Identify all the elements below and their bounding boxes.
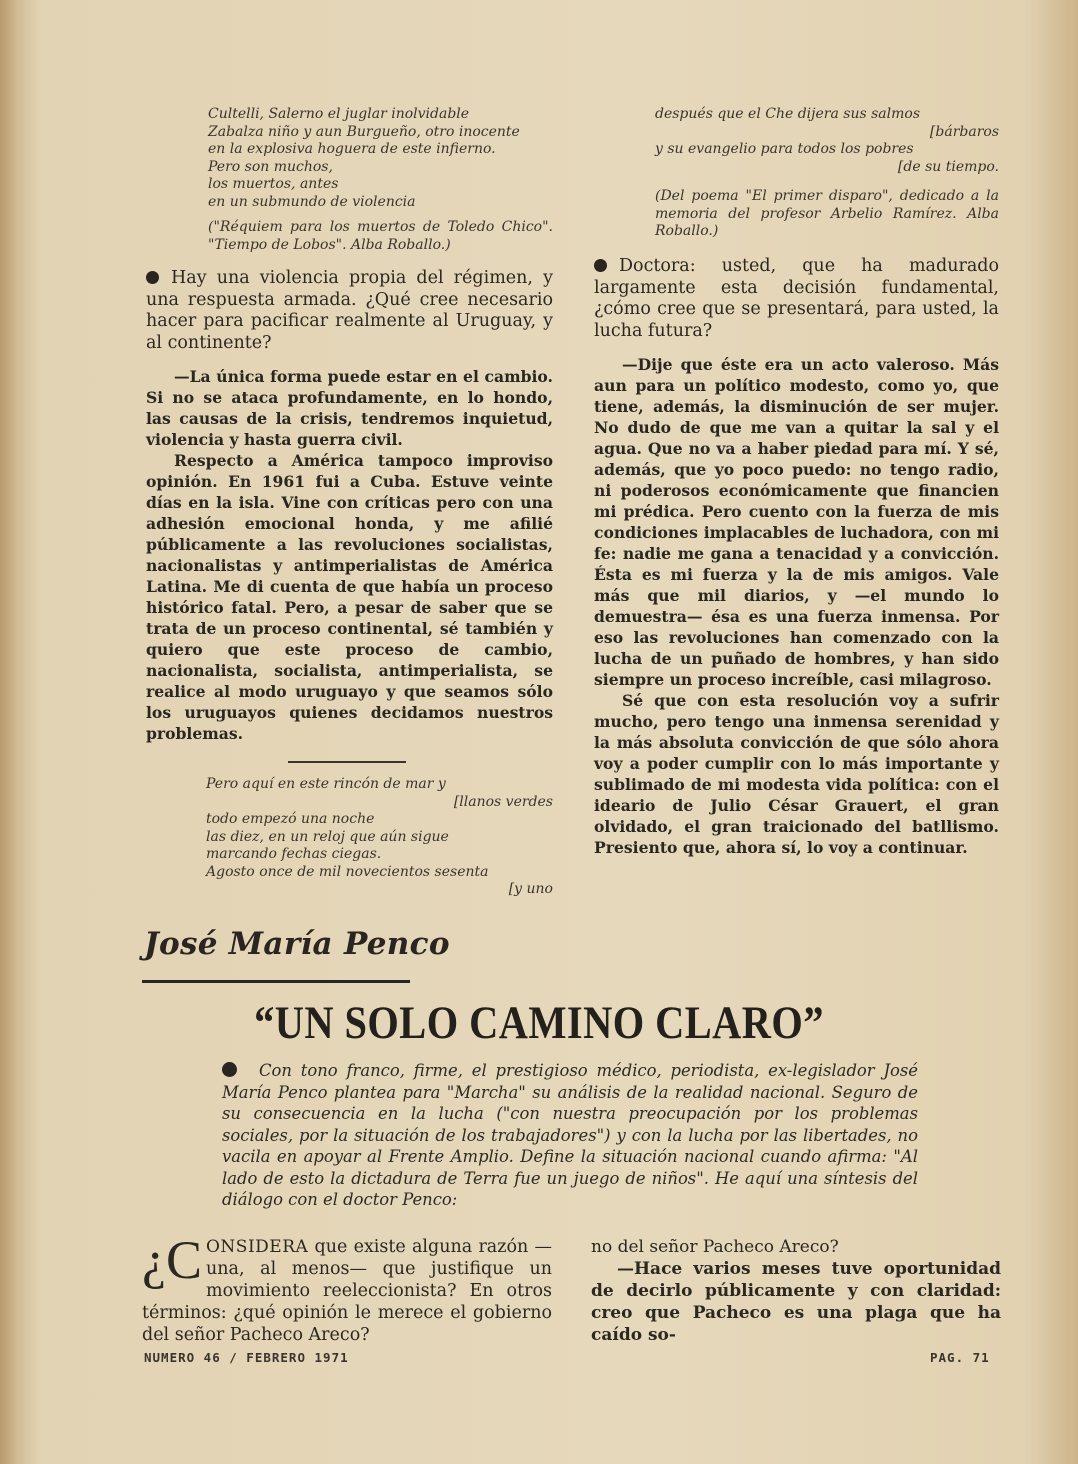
question-3 [142,1230,552,1346]
poem-line: todo empezó una noche [206,811,375,827]
question-1: Hay una violencia propia del régimen, y una respuesta armada. ¿Qué cree necesario hacer para pacificar realmente al Uruguay, y al continente? [146,268,553,353]
poem-line: los muertos, antes [208,176,339,192]
answer-2 [594,354,999,858]
headline: “UN SOLO CAMINO CLARO” [254,997,824,1049]
answer-3-column [591,1236,1001,1346]
drop-cap: ¿C [142,1230,202,1290]
bullet-icon [146,271,159,284]
interviewee-name: José María Penco [144,926,450,962]
poem-line: Cultelli, Salerno el juglar inolvidable [208,106,470,122]
poem-credit: ("Réquiem para los muertos de Toledo Chico". "Tiempo de Lobos". Alba Roballo.) [208,219,553,253]
answer-paragraph: —La única forma puede estar en el cambio. Si no se ataca profundamente, en lo hondo, las causas de la crisis, tendremos inquietud, violencia y hasta guerra civil. [146,367,553,449]
poem-line: [llanos verdes [453,793,553,810]
poem-line: después que el Che dijera sus salmos [655,106,921,122]
answer-1 [146,366,553,744]
answer-paragraph: Sé que con esta resolución voy a sufrir mucho, pero tengo una inmensa serenidad y la más absoluta convicción de que sólo ahora voy a poder cumplir con lo más importante y sublimado de mi modesta vida política: con el ideario de Julio César Grauert, el gran olvidado, el gran traicionado del batllismo. Presiento que, ahora sí, lo voy a continuar. [594,691,999,857]
footer-page-number: PAG. 71 [930,1350,990,1365]
name-underline [142,980,410,983]
section-divider [288,761,406,763]
question-2: Doctora: usted, que ha madurado largamente esta decisión fundamental, ¿cómo cree que se presentará, para usted, la lucha futura? [594,256,999,341]
question-continuation: no del señor Pacheco Areco? [591,1237,839,1257]
answer-paragraph: —Hace varios meses tuve oportunidad de decirlo públicamente y con claridad: creo que Pacheco es una plaga que ha caído so- [591,1259,1001,1345]
right-poem [655,106,999,241]
poem-line: Pero son muchos, [208,158,333,175]
question-opening: ONSIDERA [206,1237,309,1257]
left-poem [208,106,553,254]
poem-line: y su evangelio para todos los pobres [655,141,914,157]
question-text: que existe alguna razón —una, al menos— que justifique un movimiento reeleccionista? En otros términos: ¿qué opinión le merece el gobierno del señor Pacheco Areco? [142,1237,552,1345]
poem-line: Zabalza niño y aun Burgueño, otro inocente [208,123,520,140]
poem-line: marcando fechas ciegas. [206,846,382,862]
poem-3 [206,776,553,899]
poem-line: en la explosiva hoguera de este infierno. [208,141,496,157]
poem-line: Pero aquí en este rincón de mar y [206,776,446,792]
poem-line: [de su tiempo. [897,158,999,175]
poem-line: en un submundo de violencia [208,193,416,210]
answer-paragraph: —Dije que éste era un acto valeroso. Más aun para un político modesto, como yo, que tiene, además, la disminución de ser mujer. No dudo de que me van a quitar la sal y el agua. Que no va a haber piedad para mí. Y sé, además, que yo poco puedo: no tengo radio, ni poderosos económicamente que financien mi prédica. Pero cuento con la fuerza de mis condiciones implacables de luchadora, con mi fe: nadie me gana a tenacidad y a convicción. Ésta es mi fuerza y la de mis amigos. Vale más que mil diarios, y —el mundo lo demuestra— ésa es una fuerza inmensa. Por eso las revoluciones han comenzado con la lucha de un puñado de hombres, y han sido siempre un proceso increíble, casi milagroso. [594,355,999,689]
poem-credit: (Del poema "El primer disparo", dedicado a la memoria del profesor Arbelio Ramírez. Alba Roballo.) [655,188,999,239]
poem-line: [y uno [508,881,553,897]
intro-paragraph: Con tono franco, firme, el prestigioso médico, periodista, ex-legislador José María Penco plantea para "Marcha" su análisis de la realidad nacional. Seguro de su consecuencia en la lucha ("con nuestra preocupación por los problemas sociales, por la situación de los trabajadores") y con la lucha por las libertades, no vacila en apoyar al Frente Amplio. Define la situación nacional cuando afirma: "Al lado de esto la dictadura de Terra fue un juego de niños". He aquí una síntesis del diálogo con el doctor Penco: [222,1061,918,1209]
bullet-icon [222,1062,237,1077]
answer-paragraph: Respecto a América tampoco improviso opinión. En 1961 fui a Cuba. Estuve veinte días en la isla. Vine con críticas pero con una adhesión emocional honda, y me afilié públicamente a las revoluciones socialistas, nacionalistas y antimperialistas de América Latina. Me di cuenta de que había un proceso histórico fatal. Pero, a pesar de saber que se trata de un proceso continental, sé también y quiero que este proceso de cambio, nacionalista, socialista, antimperialista, se realice al modo uruguayo y que seamos sólo los uruguayos quienes decidamos nuestros problemas. [146,451,553,743]
poem-line: las diez, en un reloj que aún sigue [206,828,449,845]
footer-issue: NUMERO 46 / FEBRERO 1971 [144,1350,349,1365]
poem-line: [bárbaros [929,123,999,140]
bullet-icon [594,259,607,272]
poem-line: Agosto once de mil novecientos sesenta [206,863,489,880]
